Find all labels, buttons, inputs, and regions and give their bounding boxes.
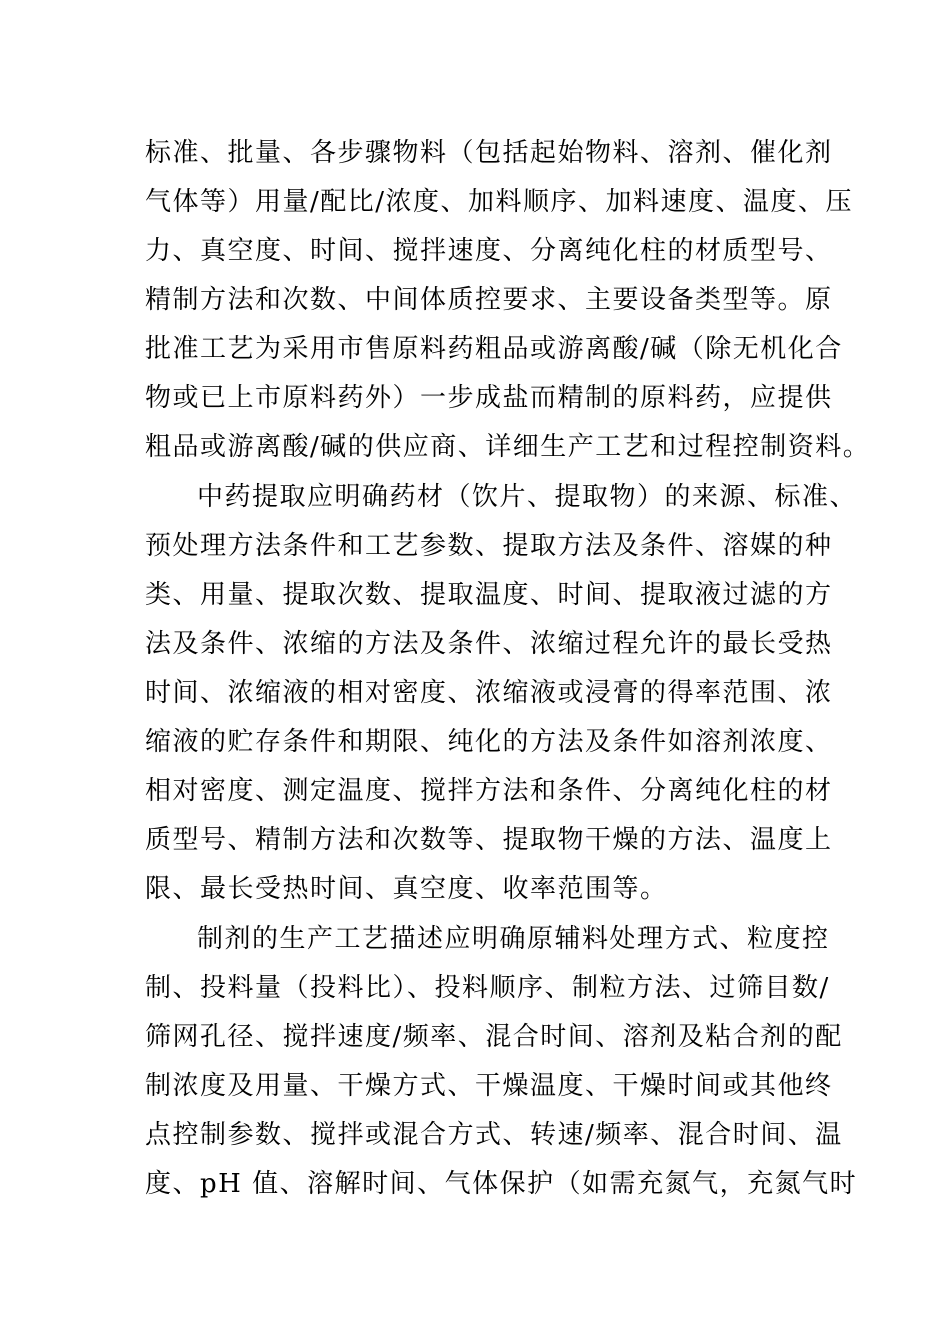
paragraph-3-line-1: 制剂的生产工艺描述应明确原辅料处理方式、粒度控 (197, 924, 830, 954)
paragraph-2-line-2: 预处理方法条件和工艺参数、提取方法及条件、溶媒的种 (145, 531, 833, 561)
paragraph-2-line-8: 质型号、精制方法和次数等、提取物干燥的方法、温度上 (145, 825, 833, 855)
paragraph-2-line-1: 中药提取应明确药材（饮片、提取物）的来源、标准、 (197, 482, 858, 512)
paragraph-3-line-2: 制、投料量（投料比）、投料顺序、制粒方法、过筛目数/ (145, 973, 830, 1003)
paragraph-1-line-7: 粗品或游离酸/碱的供应商、详细生产工艺和过程控制资料。 (145, 432, 871, 462)
paragraph-1-line-1: 标准、批量、各步骤物料（包括起始物料、溶剂、催化剂 (145, 138, 833, 168)
paragraph-3-line-3: 筛网孔径、搅拌速度/频率、混合时间、溶剂及粘合剂的配 (145, 1022, 843, 1052)
paragraph-2-line-5: 时间、浓缩液的相对密度、浓缩液或浸膏的得率范围、浓 (145, 678, 833, 708)
paragraph-2-line-3: 类、用量、提取次数、提取温度、时间、提取液过滤的方 (145, 580, 833, 610)
paragraph-2-line-9: 限、最长受热时间、真空度、收率范围等。 (145, 874, 668, 904)
paragraph-1-line-3: 力、真空度、时间、搅拌速度、分离纯化柱的材质型号、 (145, 236, 833, 266)
paragraph-2-line-7: 相对密度、测定温度、搅拌方法和条件、分离纯化柱的材 (145, 776, 833, 806)
paragraph-3-line-5: 点控制参数、搅拌或混合方式、转速/频率、混合时间、温 (145, 1120, 843, 1150)
paragraph-2-line-4: 法及条件、浓缩的方法及条件、浓缩过程允许的最长受热 (145, 629, 833, 659)
paragraph-3-line-4: 制浓度及用量、干燥方式、干燥温度、干燥时间或其他终 (145, 1071, 833, 1101)
paragraph-1-line-2: 气体等）用量/配比/浓度、加料顺序、加料速度、温度、压 (145, 187, 854, 217)
paragraph-1-line-4: 精制方法和次数、中间体质控要求、主要设备类型等。原 (145, 285, 833, 315)
paragraph-1-line-5: 批准工艺为采用市售原料药粗品或游离酸/碱（除无机化合 (145, 334, 843, 364)
paragraph-1-line-6: 物或已上市原料药外）一步成盐而精制的原料药，应提供 (145, 383, 833, 413)
paragraph-3-line-6: 度、pH 值、溶解时间、气体保护（如需充氮气，充氮气时 (145, 1169, 858, 1199)
paragraph-2-line-6: 缩液的贮存条件和期限、纯化的方法及条件如溶剂浓度、 (145, 727, 833, 757)
